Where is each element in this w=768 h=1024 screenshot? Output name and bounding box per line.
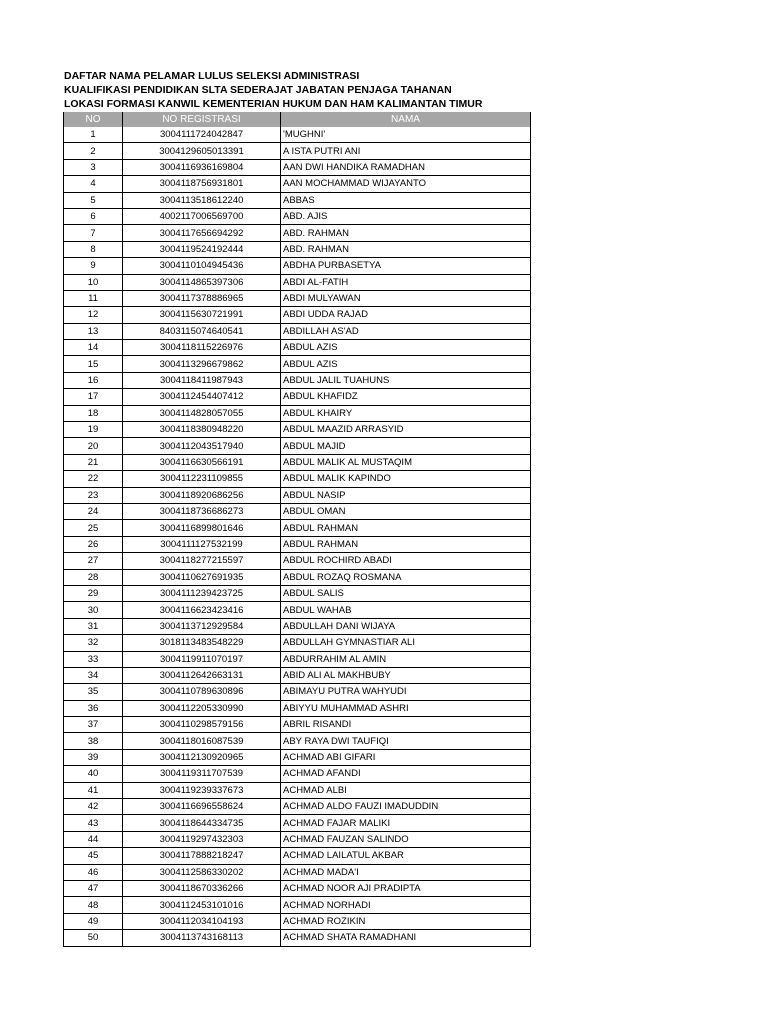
applicant-name-cell: ABD. RAHMAN [281,241,531,257]
row-number-cell: 2 [64,143,123,159]
applicant-name-cell: ABID ALI AL MAKHBUBY [281,667,531,683]
table-row [64,503,531,519]
registration-number-cell: 3004118380948220 [123,422,281,438]
registration-number-cell: 3004118411987943 [123,372,281,388]
table-row [64,864,531,880]
row-number-cell: 26 [64,536,123,552]
table-row [64,536,531,552]
row-number-cell: 3 [64,159,123,175]
table-row [64,667,531,683]
table-row [64,487,531,503]
row-number-cell: 14 [64,340,123,356]
applicant-name-cell: ACHMAD LAILATUL AKBAR [281,848,531,864]
registration-number-cell: 3004114828057055 [123,405,281,421]
table-row [64,389,531,405]
registration-number-cell: 4002117006569700 [123,208,281,224]
applicant-name-cell: ABDI UDDA RAJAD [281,307,531,323]
table-row [64,471,531,487]
row-number-cell: 31 [64,618,123,634]
applicant-name-cell: ABDI AL-FATIH [281,274,531,290]
registration-number-cell: 3004119311707539 [123,766,281,782]
registration-number-cell: 3004111127532199 [123,536,281,552]
row-number-cell: 15 [64,356,123,372]
row-number-cell: 28 [64,569,123,585]
table-row [64,766,531,782]
table-row [64,372,531,388]
applicant-name-cell: ABDUL KHAIRY [281,405,531,421]
table-row [64,618,531,634]
table-row [64,651,531,667]
row-number-cell: 17 [64,389,123,405]
registration-number-cell: 3004112034104193 [123,913,281,929]
row-number-cell: 8 [64,241,123,257]
column-header-no: NO [64,112,123,127]
registration-number-cell: 3004119911070197 [123,651,281,667]
row-number-cell: 30 [64,602,123,618]
table-row [64,602,531,618]
registration-number-cell: 3004117378886965 [123,290,281,306]
applicant-name-cell: AAN MOCHAMMAD WIJAYANTO [281,176,531,192]
row-number-cell: 23 [64,487,123,503]
registration-number-cell: 3004111724042847 [123,127,281,143]
table-row [64,192,531,208]
registration-number-cell: 3004118115226976 [123,340,281,356]
table-row [64,454,531,470]
document-title-block [64,69,482,111]
applicant-name-cell: ABDUL SALIS [281,585,531,601]
applicant-name-cell: ACHMAD ALBI [281,782,531,798]
row-number-cell: 38 [64,733,123,749]
row-number-cell: 10 [64,274,123,290]
registration-number-cell: 3004118670336266 [123,880,281,896]
registration-number-cell: 3004112453101016 [123,897,281,913]
registration-number-cell: 3004113712929584 [123,618,281,634]
table-row [64,290,531,306]
applicant-name-cell: ABDUL WAHAB [281,602,531,618]
table-body [64,127,531,946]
title-line-3: LOKASI FORMASI KANWIL KEMENTERIAN HUKUM DAN HAM KALIMANTAN TIMUR [64,98,483,110]
row-number-cell: 50 [64,930,123,946]
row-number-cell: 20 [64,438,123,454]
registration-number-cell: 3004118016087539 [123,733,281,749]
table-row [64,815,531,831]
registration-number-cell: 3004113296679862 [123,356,281,372]
row-number-cell: 18 [64,405,123,421]
table-row [64,422,531,438]
table-row [64,258,531,274]
registration-number-cell: 3004118277215597 [123,553,281,569]
applicant-name-cell: 'MUGHNI' [281,127,531,143]
table-row [64,176,531,192]
title-line-2: KUALIFIKASI PENDIDIKAN SLTA SEDERAJAT JABATAN PENJAGA TAHANAN [64,84,452,96]
applicant-name-cell: ACHMAD ROZIKIN [281,913,531,929]
row-number-cell: 6 [64,208,123,224]
title-line-1: DAFTAR NAMA PELAMAR LULUS SELEKSI ADMINISTRASI [64,70,360,82]
row-number-cell: 45 [64,848,123,864]
registration-number-cell: 3004119239337673 [123,782,281,798]
table-row [64,340,531,356]
applicant-name-cell: ACHMAD NORHADI [281,897,531,913]
applicant-name-cell: ABDILLAH AS'AD [281,323,531,339]
table-row [64,553,531,569]
header-row [64,112,531,127]
registration-number-cell: 3004118644334735 [123,815,281,831]
registration-number-cell: 3004118920686256 [123,487,281,503]
table-row [64,569,531,585]
table-row [64,848,531,864]
registration-number-cell: 3004119297432303 [123,831,281,847]
registration-number-cell: 3004110789630896 [123,684,281,700]
applicant-name-cell: ABDUL OMAN [281,503,531,519]
registration-number-cell: 3004116630566191 [123,454,281,470]
row-number-cell: 5 [64,192,123,208]
registration-number-cell: 3004112231109855 [123,471,281,487]
applicant-name-cell: ABDHA PURBASETYA [281,258,531,274]
row-number-cell: 16 [64,372,123,388]
row-number-cell: 12 [64,307,123,323]
registration-number-cell: 3004110627691935 [123,569,281,585]
row-number-cell: 49 [64,913,123,929]
row-number-cell: 21 [64,454,123,470]
table-row [64,749,531,765]
registration-number-cell: 3004116623423416 [123,602,281,618]
applicant-name-cell: ABDUL ROCHIRD ABADI [281,553,531,569]
registration-number-cell: 3004112454407412 [123,389,281,405]
registration-number-cell: 8403115074640541 [123,323,281,339]
row-number-cell: 32 [64,635,123,651]
table-row [64,520,531,536]
row-number-cell: 36 [64,700,123,716]
table-row [64,159,531,175]
table-row [64,438,531,454]
table-row [64,897,531,913]
applicant-name-cell: ABDUL MAAZID ARRASYID [281,422,531,438]
table-row [64,356,531,372]
table-row [64,405,531,421]
table-row [64,700,531,716]
row-number-cell: 1 [64,127,123,143]
table-row [64,717,531,733]
column-header-name: NAMA [281,112,531,127]
row-number-cell: 22 [64,471,123,487]
row-number-cell: 39 [64,749,123,765]
row-number-cell: 29 [64,585,123,601]
applicant-name-cell: ABRIL RISANDI [281,717,531,733]
applicant-name-cell: ABDULLAH GYMNASTIAR ALI [281,635,531,651]
table-row [64,635,531,651]
registration-number-cell: 3004112586330202 [123,864,281,880]
row-number-cell: 24 [64,503,123,519]
registration-number-cell: 3004112205330990 [123,700,281,716]
row-number-cell: 44 [64,831,123,847]
row-number-cell: 13 [64,323,123,339]
row-number-cell: 48 [64,897,123,913]
registration-number-cell: 3004113743168113 [123,930,281,946]
registration-number-cell: 3004110104945436 [123,258,281,274]
row-number-cell: 41 [64,782,123,798]
row-number-cell: 43 [64,815,123,831]
table-row [64,307,531,323]
row-number-cell: 34 [64,667,123,683]
applicant-name-cell: ABDI MULYAWAN [281,290,531,306]
applicant-name-cell: ABDUL AZIS [281,340,531,356]
table-row [64,143,531,159]
registration-number-cell: 3004114865397306 [123,274,281,290]
row-number-cell: 4 [64,176,123,192]
row-number-cell: 37 [64,717,123,733]
applicant-name-cell: ABDUL RAHMAN [281,520,531,536]
registration-number-cell: 3004116936169804 [123,159,281,175]
table-header [64,112,531,127]
row-number-cell: 35 [64,684,123,700]
registration-number-cell: 3004111239423725 [123,585,281,601]
registration-number-cell: 3004116696558624 [123,799,281,815]
registration-number-cell: 3004115630721991 [123,307,281,323]
table-row [64,733,531,749]
applicant-name-cell: ABBAS [281,192,531,208]
table-row [64,585,531,601]
applicant-name-cell: ACHMAD FAJAR MALIKI [281,815,531,831]
table-row [64,684,531,700]
applicant-name-cell: ABDUL NASIP [281,487,531,503]
row-number-cell: 33 [64,651,123,667]
row-number-cell: 27 [64,553,123,569]
table-row [64,274,531,290]
row-number-cell: 7 [64,225,123,241]
row-number-cell: 19 [64,422,123,438]
applicant-name-cell: ABDURRAHIM AL AMIN [281,651,531,667]
applicant-name-cell: ABDUL JALIL TUAHUNS [281,372,531,388]
table-row [64,127,531,143]
registration-number-cell: 3004129605013391 [123,143,281,159]
table-row [64,241,531,257]
applicant-name-cell: ACHMAD MADA'I [281,864,531,880]
applicant-name-cell: ACHMAD ALDO FAUZI IMADUDDIN [281,799,531,815]
registration-number-cell: 3004113518612240 [123,192,281,208]
row-number-cell: 47 [64,880,123,896]
applicant-name-cell: ABDUL KHAFIDZ [281,389,531,405]
applicant-name-cell: ACHMAD SHATA RAMADHANI [281,930,531,946]
row-number-cell: 9 [64,258,123,274]
applicant-name-cell: ABDULLAH DANI WIJAYA [281,618,531,634]
registration-number-cell: 3004117656694292 [123,225,281,241]
registration-number-cell: 3004112642663131 [123,667,281,683]
row-number-cell: 40 [64,766,123,782]
applicant-name-cell: AAN DWI HANDIKA RAMADHAN [281,159,531,175]
applicant-name-cell: ABDUL RAHMAN [281,536,531,552]
row-number-cell: 46 [64,864,123,880]
registration-number-cell: 3004117888218247 [123,848,281,864]
applicant-name-cell: ABDUL MALIK AL MUSTAQIM [281,454,531,470]
table-row [64,799,531,815]
row-number-cell: 11 [64,290,123,306]
applicant-name-cell: ABDUL MAJID [281,438,531,454]
applicant-name-cell: A ISTA PUTRI ANI [281,143,531,159]
applicant-name-cell: ACHMAD NOOR AJI PRADIPTA [281,880,531,896]
registration-number-cell: 3004116899801646 [123,520,281,536]
table-row [64,323,531,339]
table-row [64,913,531,929]
row-number-cell: 42 [64,799,123,815]
table-row [64,225,531,241]
row-number-cell: 25 [64,520,123,536]
table-row [64,831,531,847]
registration-number-cell: 3004110298579156 [123,717,281,733]
registration-number-cell: 3004112130920965 [123,749,281,765]
applicant-name-cell: ABDUL AZIS [281,356,531,372]
registration-number-cell: 3004118736686273 [123,503,281,519]
applicant-name-cell: ABDUL ROZAQ ROSMANA [281,569,531,585]
registration-number-cell: 3018113483548229 [123,635,281,651]
registration-number-cell: 3004118756931801 [123,176,281,192]
column-header-registration-number: NO REGISTRASI [123,112,281,127]
applicant-name-cell: ABY RAYA DWI TAUFIQI [281,733,531,749]
table-row [64,930,531,946]
applicant-name-cell: ACHMAD AFANDI [281,766,531,782]
applicant-name-cell: ACHMAD ABI GIFARI [281,749,531,765]
table-row [64,880,531,896]
applicant-name-cell: ABIMAYU PUTRA WAHYUDI [281,684,531,700]
applicant-name-cell: ABDUL MALIK KAPINDO [281,471,531,487]
registration-number-cell: 3004119524192444 [123,241,281,257]
applicant-name-cell: ABIYYU MUHAMMAD ASHRI [281,700,531,716]
applicant-name-cell: ABD. AJIS [281,208,531,224]
applicant-table [63,112,531,947]
table-row [64,782,531,798]
registration-number-cell: 3004112043517940 [123,438,281,454]
table-row [64,208,531,224]
applicant-name-cell: ACHMAD FAUZAN SALINDO [281,831,531,847]
applicant-name-cell: ABD. RAHMAN [281,225,531,241]
